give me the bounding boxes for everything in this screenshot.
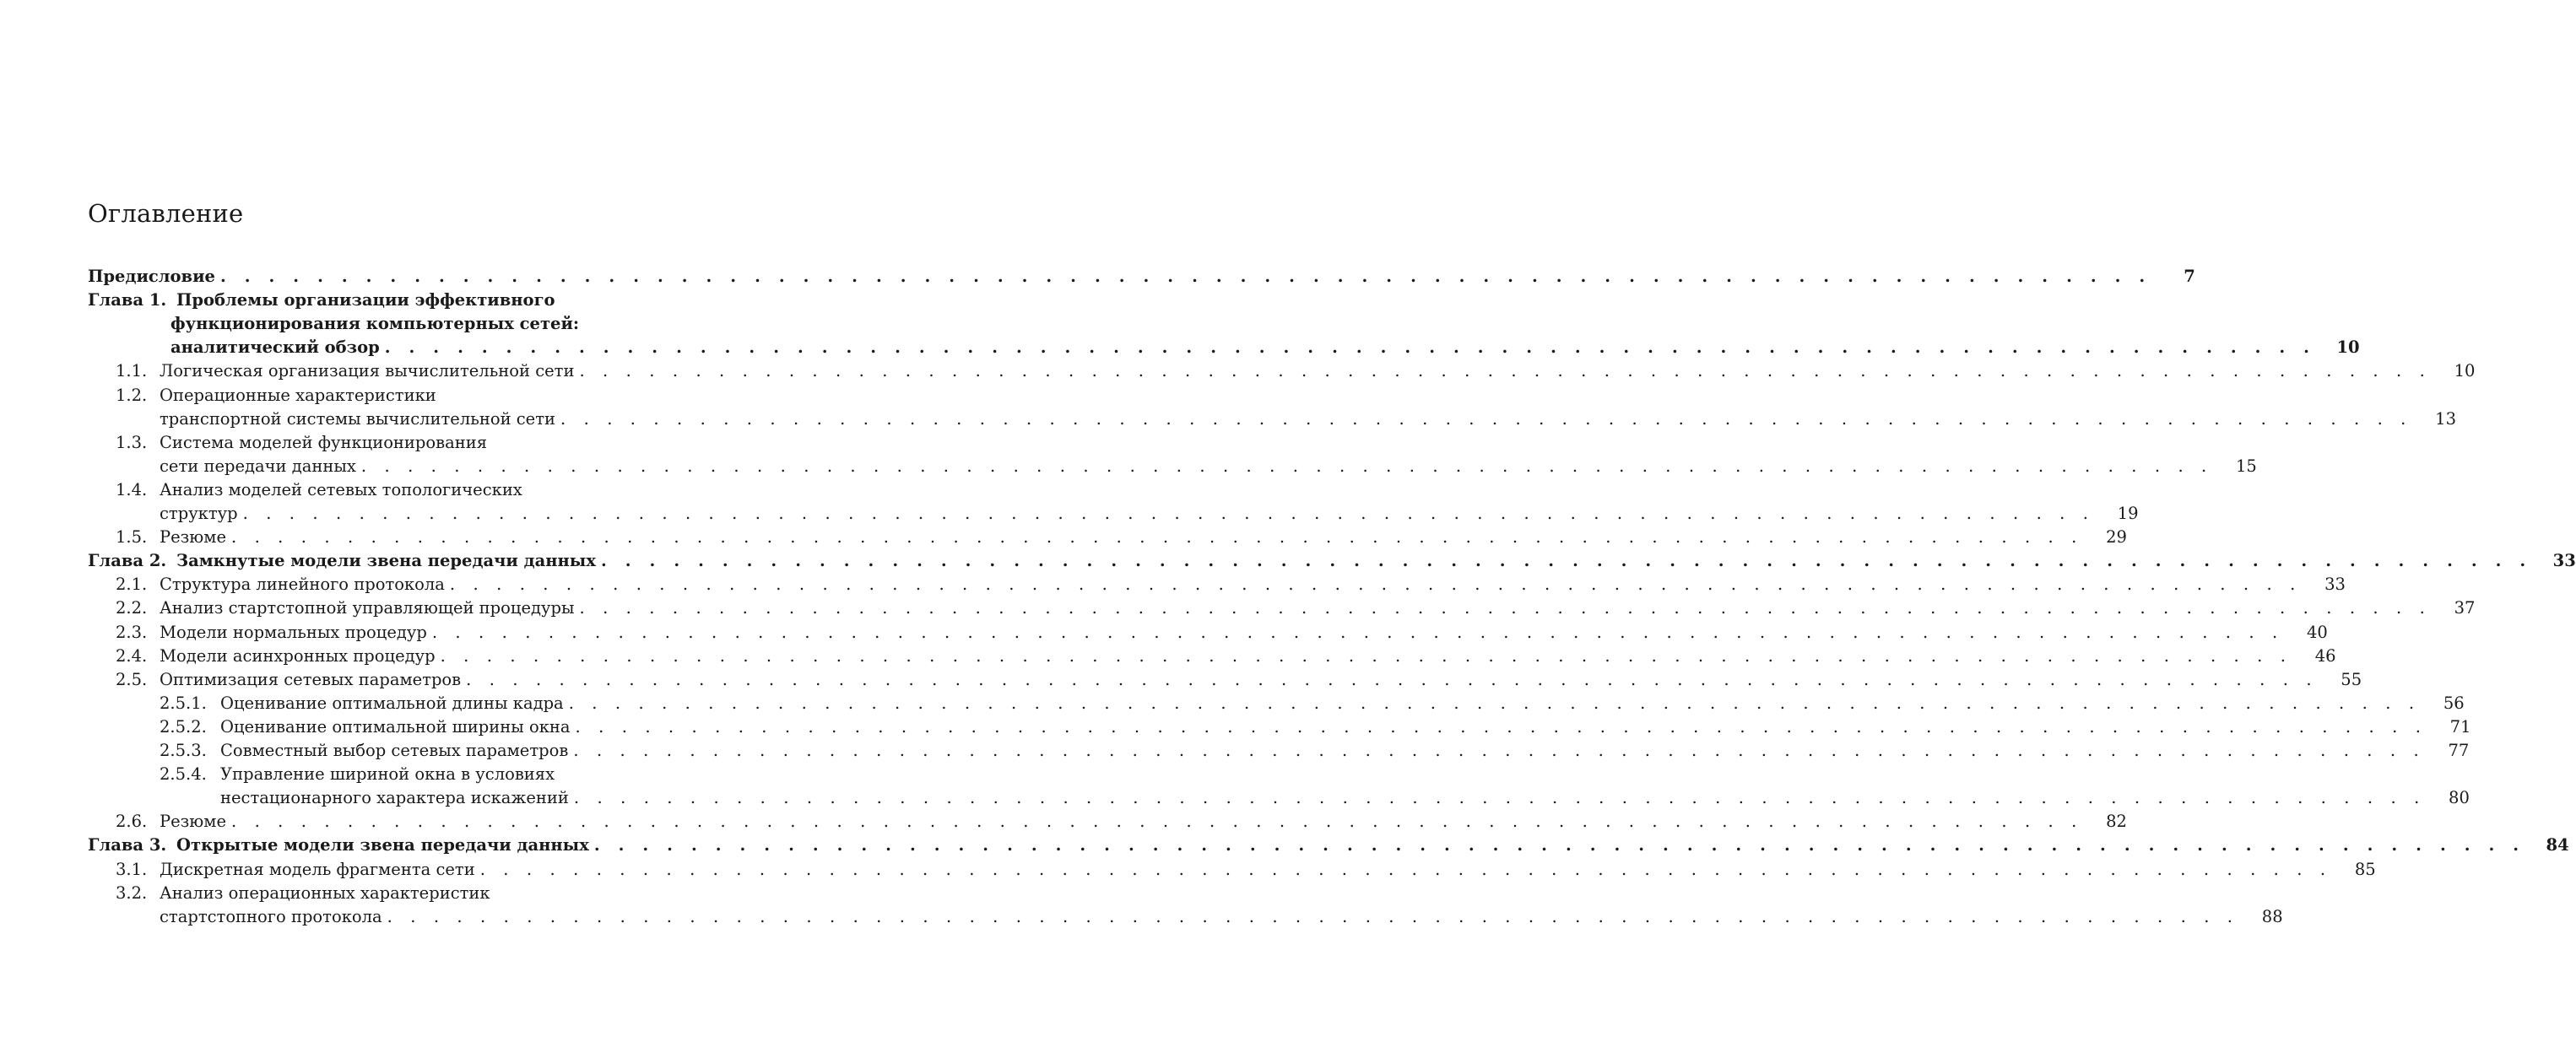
section-entry-1-2[interactable] xyxy=(88,384,661,407)
section-entry-3-1[interactable] xyxy=(88,858,2376,882)
toc-entry-number: 1.5. xyxy=(116,527,148,548)
toc-entry-number: 2.6. xyxy=(116,812,148,832)
toc-entry-title: Оценивание оптимальной длины кадра xyxy=(220,693,564,713)
toc-entry-number: 3.1. xyxy=(116,859,148,879)
toc-page-number: 15 xyxy=(2236,456,2257,476)
toc-entry-number: 2.3. xyxy=(116,622,148,642)
toc-page-number: 80 xyxy=(2449,788,2470,808)
dot-leader: . . . . . . . . . . . . . . . . . . . . . . . . . . . . . . . . . . . . . . . . . . . . . . . . . . . . . . . . . . . . . . . . . . . . . . . . . . . . . . . . xyxy=(579,361,2432,381)
dot-leader: . . . . . . . . . . . . . . . . . . . . . . . . . . . . . . . . . . . . . . . . . . . . . . . . . . . . . . . . . . . . . . . . . . . . . . . . . . . . . . . . xyxy=(230,527,2083,548)
toc-entry-title: Анализ моделей сетевых топологических xyxy=(160,479,522,499)
toc-entry-title: Анализ стартстопной управляющей процедуры xyxy=(160,598,575,618)
chapter-entry-------2[interactable] xyxy=(88,549,2576,573)
dot-leader: . . . . . . . . . . . . . . . . . . . . . . . . . . . . . . . . . . . . . . . . . . . . . . . . . . . . . . . . . . . . . . . . . . . . . . . . . . . . . . . . xyxy=(219,267,2151,286)
toc-page-number: 85 xyxy=(2354,859,2376,879)
dot-leader: . . . . . . . . . . . . . . . . . . . . . . . . . . . . . . . . . . . . . . . . . . . . . . . . . . . . . . . . . . . . . . . . . . . . . . . . . . . . . . . . xyxy=(593,835,2525,855)
toc-entry-title: Модели асинхронных процедур xyxy=(160,645,436,666)
toc-entry-title: нестационарного характера искажений xyxy=(220,788,569,808)
toc-page-number: 77 xyxy=(2448,741,2470,760)
toc-entry-title: сети передачи данных xyxy=(160,456,356,476)
toc-page-number: 10 xyxy=(2336,337,2360,358)
toc-entry-title: Операционные характеристики xyxy=(160,385,436,405)
toc-entry-title: Дискретная модель фрагмента сети xyxy=(160,859,475,879)
dot-leader: . . . . . . . . . . . . . . . . . . . . . . . . . . . . . . . . . . . . . . . . . . . . . . . . . . . . . . . . . . . . . . . . . . . . . . . . . . . . . . . . xyxy=(575,716,2427,737)
toc-entry-number: 1.4. xyxy=(116,479,148,499)
section-entry-1-1[interactable] xyxy=(88,359,2476,383)
section-entry-2-1[interactable] xyxy=(88,573,2346,596)
toc-entry-number: 3.2. xyxy=(116,882,148,903)
toc-entry-title: Открытые модели звена передачи данных xyxy=(176,835,589,855)
toc-entry-number: 1.3. xyxy=(116,432,148,452)
toc-entry-number: 2.4. xyxy=(116,645,148,666)
chapter-entry-------1[interactable] xyxy=(88,312,661,336)
toc-entry-title: Резюме xyxy=(160,527,226,548)
section-entry-1-4[interactable] xyxy=(88,478,661,502)
section-entry-2-6[interactable] xyxy=(88,810,2127,834)
toc-entry-title: Анализ операционных характеристик xyxy=(160,882,490,903)
toc-entry-number: 2.1. xyxy=(116,575,148,595)
toc-entry-title: Управление шириной окна в условиях xyxy=(220,764,555,785)
dot-leader: . . . . . . . . . . . . . . . . . . . . . . . . . . . . . . . . . . . . . . . . . . . . . . . . . . . . . . . . . . . . . . . . . . . . . . . . . . . . . . . . xyxy=(579,598,2432,618)
toc-entry-title: Резюме xyxy=(160,812,226,832)
toc-entry-title: Структура линейного протокола xyxy=(160,575,445,595)
toc-entry-number: 2.5. xyxy=(116,669,148,689)
toc-entry-number: 2.5.3. xyxy=(160,741,207,760)
toc-entry-title: Модели нормальных процедур xyxy=(160,622,427,642)
toc-page-number: 37 xyxy=(2454,598,2476,618)
toc-page-number: 55 xyxy=(2341,669,2362,689)
toc-page-number: 33 xyxy=(2552,551,2576,571)
chapter-entry-------1[interactable] xyxy=(88,336,2360,359)
section-entry-3-2[interactable] xyxy=(88,882,661,905)
toc-page-number: 84 xyxy=(2546,835,2569,855)
section-entry-1-5[interactable] xyxy=(88,526,2127,549)
section-entry-1-3[interactable] xyxy=(88,431,661,455)
dot-leader: . . . . . . . . . . . . . . . . . . . . . . . . . . . . . . . . . . . . . . . . . . . . . . . . . . . . . . . . . . . . . . . . . . . . . . . . . . . . . . . . xyxy=(568,693,2421,713)
toc-entry-number: Глава 2. xyxy=(88,551,167,571)
dot-leader: . . . . . . . . . . . . . . . . . . . . . . . . . . . . . . . . . . . . . . . . . . . . . . . . . . . . . . . . . . . . . . . . . . . . . . . . . . . . . . . . xyxy=(573,741,2426,760)
section-entry-2-3[interactable] xyxy=(88,621,2328,645)
toc-entry-number: 1.1. xyxy=(116,361,148,381)
toc-entry-preface[interactable] xyxy=(88,265,2195,289)
toc-entry-title: Логическая организация вычислительной сети xyxy=(160,361,575,381)
toc-entry-title: функционирования компьютерных сетей: xyxy=(170,314,580,334)
chapter-entry-------3[interactable] xyxy=(88,834,2569,857)
toc-entry-number: 2.5.1. xyxy=(160,693,207,713)
toc-entry-number: 2.5.2. xyxy=(160,716,207,737)
dot-leader: . . . . . . . . . . . . . . . . . . . . . . . . . . . . . . . . . . . . . . . . . . . . . . . . . . . . . . . . . . . . . . . . . . . . . . . . . . . . . . . . xyxy=(560,408,2412,429)
dot-leader: . . . . . . . . . . . . . . . . . . . . . . . . . . . . . . . . . . . . . . . . . . . . . . . . . . . . . . . . . . . . . . . . . . . . . . . . . . . . . . . . xyxy=(431,622,2284,642)
chapter-entry-------1[interactable] xyxy=(88,289,661,312)
toc-entry-title: Совместный выбор сетевых параметров xyxy=(220,741,569,760)
toc-page-number: 40 xyxy=(2306,622,2328,642)
dot-leader: . . . . . . . . . . . . . . . . . . . . . . . . . . . . . . . . . . . . . . . . . . . . . . . . . . . . . . . . . . . . . . . . . . . . . . . . . . . . . . . . xyxy=(600,551,2532,571)
section-entry-2-2[interactable] xyxy=(88,596,2476,620)
section-entry-1-3[interactable] xyxy=(88,455,2257,478)
dot-leader: . . . . . . . . . . . . . . . . . . . . . . . . . . . . . . . . . . . . . . . . . . . . . . . . . . . . . . . . . . . . . . . . . . . . . . . . . . . . . . . . xyxy=(387,906,2239,926)
dot-leader: . . . . . . . . . . . . . . . . . . . . . . . . . . . . . . . . . . . . . . . . . . . . . . . . . . . . . . . . . . . . . . . . . . . . . . . . . . . . . . . . xyxy=(440,645,2292,666)
toc-page-number: 29 xyxy=(2106,527,2127,548)
toc-entry-title: стартстопного протокола xyxy=(160,906,382,926)
toc-entry-title: транспортной системы вычислительной сети xyxy=(160,408,556,429)
toc-entry-title: Оценивание оптимальной ширины окна xyxy=(220,716,571,737)
subsection-entry-2-5-4[interactable] xyxy=(88,786,2470,810)
toc-page-number: 46 xyxy=(2314,645,2336,666)
section-entry-1-2[interactable] xyxy=(88,407,2456,431)
toc-page-number: 33 xyxy=(2324,575,2346,595)
toc-page-number: 71 xyxy=(2449,716,2471,737)
toc-entry-number: Глава 1. xyxy=(88,290,167,310)
toc-entry-title: аналитический обзор xyxy=(170,337,380,358)
section-entry-2-5[interactable] xyxy=(88,668,2362,692)
dot-leader: . . . . . . . . . . . . . . . . . . . . . . . . . . . . . . . . . . . . . . . . . . . . . . . . . . . . . . . . . . . . . . . . . . . . . . . . . . . . . . . . xyxy=(242,504,2095,523)
dot-leader: . . . . . . . . . . . . . . . . . . . . . . . . . . . . . . . . . . . . . . . . . . . . . . . . . . . . . . . . . . . . . . . . . . . . . . . . . . . . . . . . xyxy=(230,812,2083,832)
toc-entry-title: Проблемы организации эффективного xyxy=(176,290,555,310)
section-entry-3-2[interactable] xyxy=(88,905,2283,929)
toc-entry-title: Предисловие xyxy=(88,267,215,286)
toc-page-number: 82 xyxy=(2106,812,2127,832)
subsection-entry-2-5-3[interactable] xyxy=(88,739,2470,763)
toc-page-number: 56 xyxy=(2443,693,2465,713)
dot-leader: . . . . . . . . . . . . . . . . . . . . . . . . . . . . . . . . . . . . . . . . . . . . . . . . . . . . . . . . . . . . . . . . . . . . . . . . . . . . . . . . xyxy=(479,859,2332,879)
subsection-entry-2-5-1[interactable] xyxy=(88,692,2465,715)
toc-page-number: 13 xyxy=(2435,408,2456,429)
dot-leader: . . . . . . . . . . . . . . . . . . . . . . . . . . . . . . . . . . . . . . . . . . . . . . . . . . . . . . . . . . . . . . . . . . . . . . . . . . . . . . . . xyxy=(449,575,2302,595)
section-entry-2-4[interactable] xyxy=(88,645,2336,668)
toc-page-number: 10 xyxy=(2454,361,2476,381)
toc-entry-title: Замкнутые модели звена передачи данных xyxy=(176,551,596,571)
toc-entry-number: 2.5.4. xyxy=(160,764,207,785)
toc-entry-title: структур xyxy=(160,504,238,523)
subsection-entry-2-5-2[interactable] xyxy=(88,715,2471,739)
toc-entry-title: Оптимизация сетевых параметров xyxy=(160,669,462,689)
dot-leader: . . . . . . . . . . . . . . . . . . . . . . . . . . . . . . . . . . . . . . . . . . . . . . . . . . . . . . . . . . . . . . . . . . . . . . . . . . . . . . . . xyxy=(384,337,2316,358)
toc-page-number: 88 xyxy=(2261,906,2283,926)
toc-entry-number: 2.2. xyxy=(116,598,148,618)
page-title: Оглавление xyxy=(88,199,244,228)
dot-leader: . . . . . . . . . . . . . . . . . . . . . . . . . . . . . . . . . . . . . . . . . . . . . . . . . . . . . . . . . . . . . . . . . . . . . . . . . . . . . . . . xyxy=(360,456,2213,476)
toc-page-number: 7 xyxy=(2184,267,2195,286)
toc-page-number: 19 xyxy=(2117,504,2139,523)
dot-leader: . . . . . . . . . . . . . . . . . . . . . . . . . . . . . . . . . . . . . . . . . . . . . . . . . . . . . . . . . . . . . . . . . . . . . . . . . . . . . . . . xyxy=(466,669,2319,689)
section-entry-1-4[interactable] xyxy=(88,502,2139,526)
toc-entry-title: Система моделей функционирования xyxy=(160,432,488,452)
toc-entry-number: 1.2. xyxy=(116,385,148,405)
dot-leader: . . . . . . . . . . . . . . . . . . . . . . . . . . . . . . . . . . . . . . . . . . . . . . . . . . . . . . . . . . . . . . . . . . . . . . . . . . . . . . . . xyxy=(573,788,2426,808)
subsection-entry-2-5-4[interactable] xyxy=(88,763,661,786)
toc-entry-number: Глава 3. xyxy=(88,835,167,855)
